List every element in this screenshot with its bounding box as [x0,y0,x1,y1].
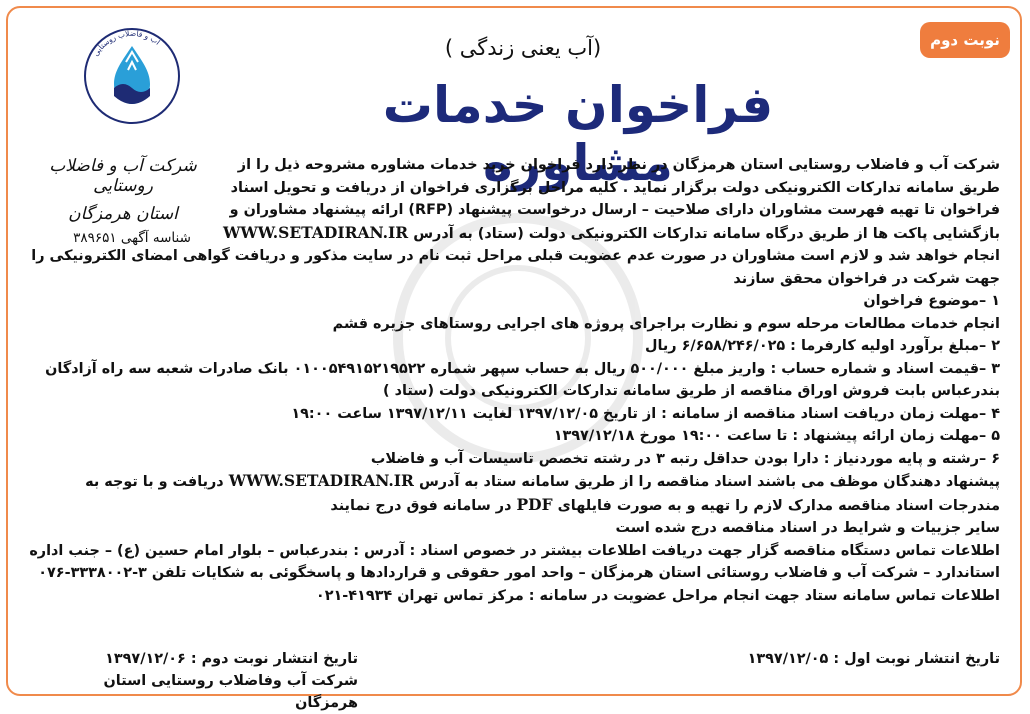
setadiran-url: WWW.SETADIRAN.IR [222,222,409,242]
item-1-heading: ۱ –موضوع فراخوان [863,293,1000,309]
company-sign-line1: شرکت آب و فاضلاب روستایی [49,156,197,196]
bid-line-2-suffix: در سامانه فوق درج نمایند [330,497,517,514]
bid-line-1-suffix: دریافت و با توجه به [85,474,229,490]
water-drop-logo-icon [82,26,182,126]
contact-line-3: اطلاعات تماس سامانه ستاد جهت انجام مراحل عضویت در سامانه : مرکز تماس تهران ۴۱۹۳۴-۰۲۱ [315,587,1000,604]
advertisement-frame [6,6,1022,711]
pdf-label: PDF [516,494,553,514]
ad-id: شناسه آگهی ۳۸۹۶۵۱ [73,230,191,246]
contact-line-2: استاندارد – شرکت آب و فاضلاب روستائی استان هرمزگان – واحد امور حقوقی و قراردادها و پاسخگوئی به شکایات تلفن ۳-۳۳۳۸۰۰۲-۰۷۶ [38,565,1000,581]
item-5: ۵ –مهلت زمان ارائه پیشنهاد : تا ساعت ۱۹:۰۰ مورخ ۱۳۹۷/۱۲/۱۸ [553,428,1000,444]
footer-right [680,648,1000,670]
bid-line-1-prefix: پیشنهاد دهندگان موظف می باشند اسناد مناقصه را از طریق سامانه ستاد به آدرس [413,474,1000,490]
setadiran-url-2: WWW.SETADIRAN.IR [228,471,414,490]
intro-line-2: طریق سامانه تدارکات الکترونیکی دولت برگزار نماید . کلیه مراحل برگزاری فراخوان از دریافت و تحویل اسناد [230,179,1000,196]
page-title: فراخوان خدمات مشاوره [382,76,774,192]
item-6: ۶ –رشته و پایه موردنیاز : دارا بودن حداقل رتبه ۳ در رشته تخصص تاسیسات آب و فاضلاب [370,450,1000,467]
contact-line-1: اطلاعات تماس دستگاه مناقصه گزار جهت دریافت اطلاعات بیشتر در خصوص اسناد : آدرس : بندرعباس – بلوار امام حسین (ع) – جنب اداره [29,542,1000,559]
footer-company: شرکت آب وفاضلاب روستایی استان هرمزگان [103,673,358,711]
slogan: (آب یعنی زندگی ) [444,36,602,60]
item-2: ۲ –مبلغ برآورد اولیه کارفرما : ۶/۶۵۸/۲۴۶/۰۲۵ ریال [644,338,1000,354]
second-publication-date: تاریخ انتشار نوبت دوم : ۱۳۹۷/۱۲/۰۶ [105,651,358,667]
bid-line-1 [10,470,1000,494]
details-line: سایر جزییات و شرایط در اسناد مناقصه درج شده است [615,520,1000,536]
item-4: ۴ –مهلت زمان دریافت اسناد مناقصه از سامانه : از تاریخ ۱۳۹۷/۱۲/۰۵ لغایت ۱۳۹۷/۱۲/۱۱ ساعت ۱۹:۰۰ [291,405,1000,422]
logo-ring-text: آب و فاضلاب روستایی [90,28,162,58]
first-publication-date: تاریخ انتشار نوبت اول : ۱۳۹۷/۱۲/۰۵ [747,651,1000,667]
intro-line-4 [222,222,1000,246]
intro-line-4-text: بازگشایی پاکت ها از طریق درگاه سامانه تدارکات الکترونیکی دولت (ستاد) به آدرس [408,225,1000,242]
item-3-line-1: ۳ –قیمت اسناد و شماره حساب : واریز مبلغ ۵۰۰/۰۰۰ ریال به حساب سپهر شماره ۰۱۰۰۵۴۹۱۵۲۱۹۵۲۲ بانک صادرات شعبه سه راه آزادگان [45,360,1000,377]
intro-line-5: انجام خواهد شد و لازم است مشاوران در صورت عدم عضویت قبلی مراحل ثبت نام در سایت مذکور و دریافت گواهی امضای الکترونیکی را [31,248,1000,264]
publication-round-badge: نوبت دوم [920,22,1010,58]
bid-line-2 [10,494,1000,518]
bid-line-2-prefix: مندرجات اسناد مناقصه مدارک لازم را تهیه و به صورت فایلهای [552,497,1000,514]
intro-line-1: شرکت آب و فاضلاب روستایی استان هرمزگان در نظر دارد فراخوان خرید خدمات مشاوره مشروحه ذیل را از [237,157,1000,173]
intro-line-6: جهت شرکت در فراخوان محقق سازند [733,270,1000,287]
footer-left [38,648,358,714]
announcement-body [10,154,1000,607]
item-1-text: انجام خدمات مطالعات مرحله سوم و نظارت براجرای پروژه های اجرایی روستاهای جزیره قشم [332,315,1000,332]
company-sign-line2: استان هرمزگان [68,204,178,224]
item-3-line-2: بندرعباس بابت فروش اوراق مناقصه از طریق سامانه تدارکات الکترونیکی دولت (ستاد ) [383,383,1000,399]
intro-line-3: فراخوان تا تهیه فهرست مشاوران دارای صلاحیت – ارسال درخواست پیشنهاد (RFP) ارائه پیشنهاد مشاوران و [229,202,1000,218]
